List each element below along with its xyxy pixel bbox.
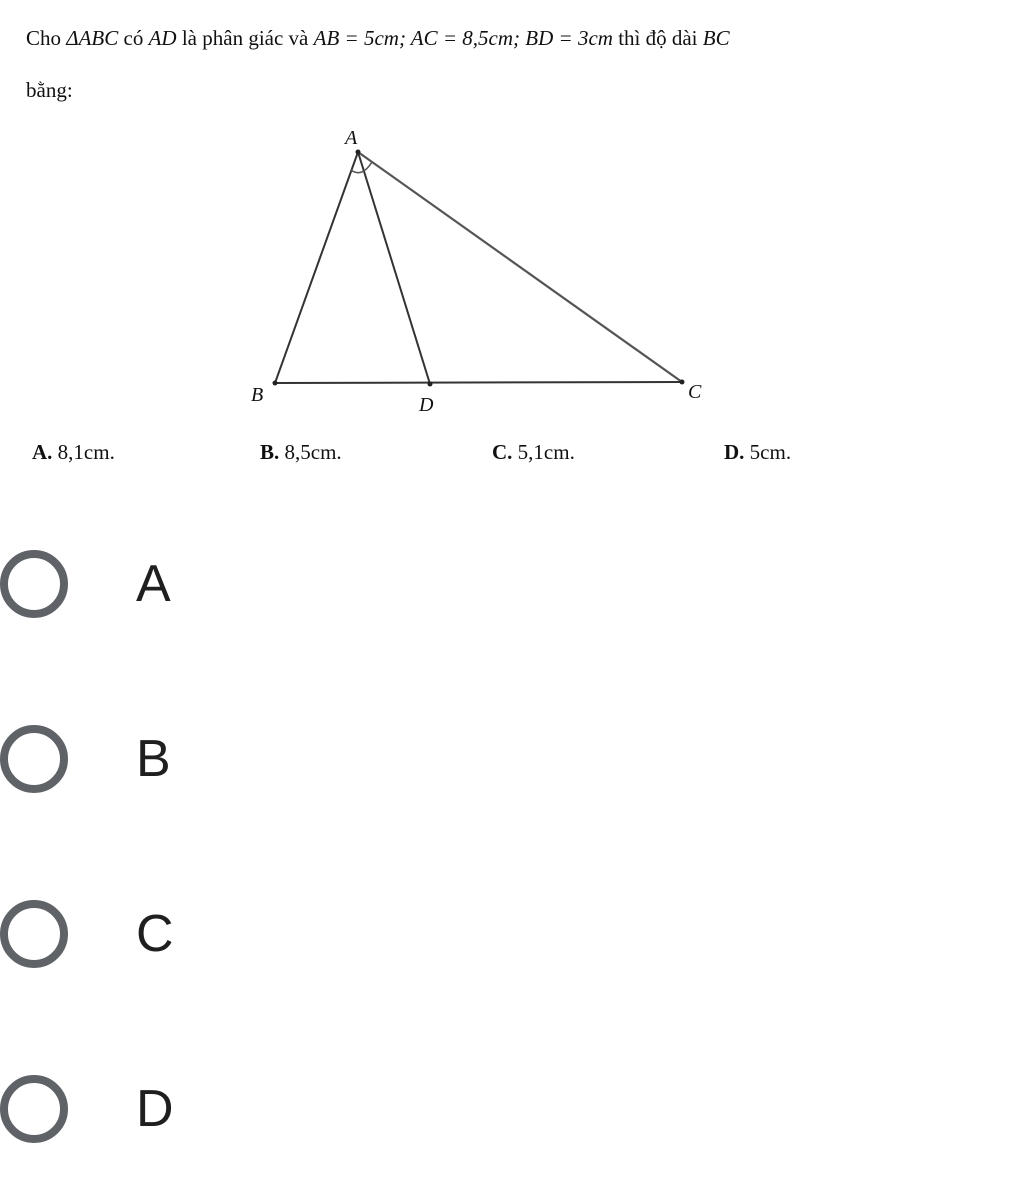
radio-button-a[interactable] (0, 550, 68, 618)
q-text-co: có (118, 26, 149, 50)
q-math-bc: BC (702, 26, 730, 50)
question-line-2: bằng: (26, 78, 73, 102)
label-a: A (345, 127, 358, 149)
choice-d-key: D. (724, 440, 745, 464)
q-text-do-dai: thì độ dài (612, 26, 703, 50)
choice-c-key: C. (492, 440, 513, 464)
choice-c (492, 440, 575, 465)
choice-d-value: 5cm. (749, 440, 792, 464)
option-b[interactable] (0, 715, 700, 825)
point-b (273, 381, 278, 386)
choice-c-value: 5,1cm. (517, 440, 575, 464)
q-text-cho: Cho (26, 26, 67, 50)
choice-a (32, 440, 115, 465)
choice-a-value: 8,1cm. (57, 440, 115, 464)
option-d-label: D (136, 1080, 174, 1138)
choice-a-key: A. (32, 440, 53, 464)
segment-bc (275, 382, 682, 383)
q-text-phan-giac: là phân giác và (176, 26, 314, 50)
label-d: D (419, 394, 434, 416)
option-d[interactable] (0, 1065, 700, 1175)
label-c: C (688, 381, 702, 403)
option-a[interactable] (0, 540, 700, 650)
option-c[interactable] (0, 890, 700, 1000)
q-math-lengths: AB = 5cm; AC = 8,5cm; BD = 3cm (313, 26, 613, 50)
choice-b-key: B. (260, 440, 280, 464)
radio-button-c[interactable] (0, 900, 68, 968)
radio-button-d[interactable] (0, 1075, 68, 1143)
point-c (680, 380, 685, 385)
option-b-label: B (136, 730, 171, 788)
choice-b (260, 440, 342, 465)
label-b: B (251, 384, 264, 406)
option-a-label: A (136, 555, 171, 613)
option-c-label: C (136, 905, 174, 963)
q-math-triangle: ΔABC (66, 26, 119, 50)
segment-ab (275, 152, 358, 383)
segment-ac (358, 152, 682, 382)
choice-d (724, 440, 791, 465)
radio-button-b[interactable] (0, 725, 68, 793)
point-d (428, 382, 433, 387)
triangle-figure (0, 0, 1024, 430)
point-a (356, 150, 361, 155)
answer-choices (32, 440, 832, 470)
choice-b-value: 8,5cm. (284, 440, 342, 464)
segment-ad (358, 152, 430, 384)
q-math-ad: AD (148, 26, 177, 50)
